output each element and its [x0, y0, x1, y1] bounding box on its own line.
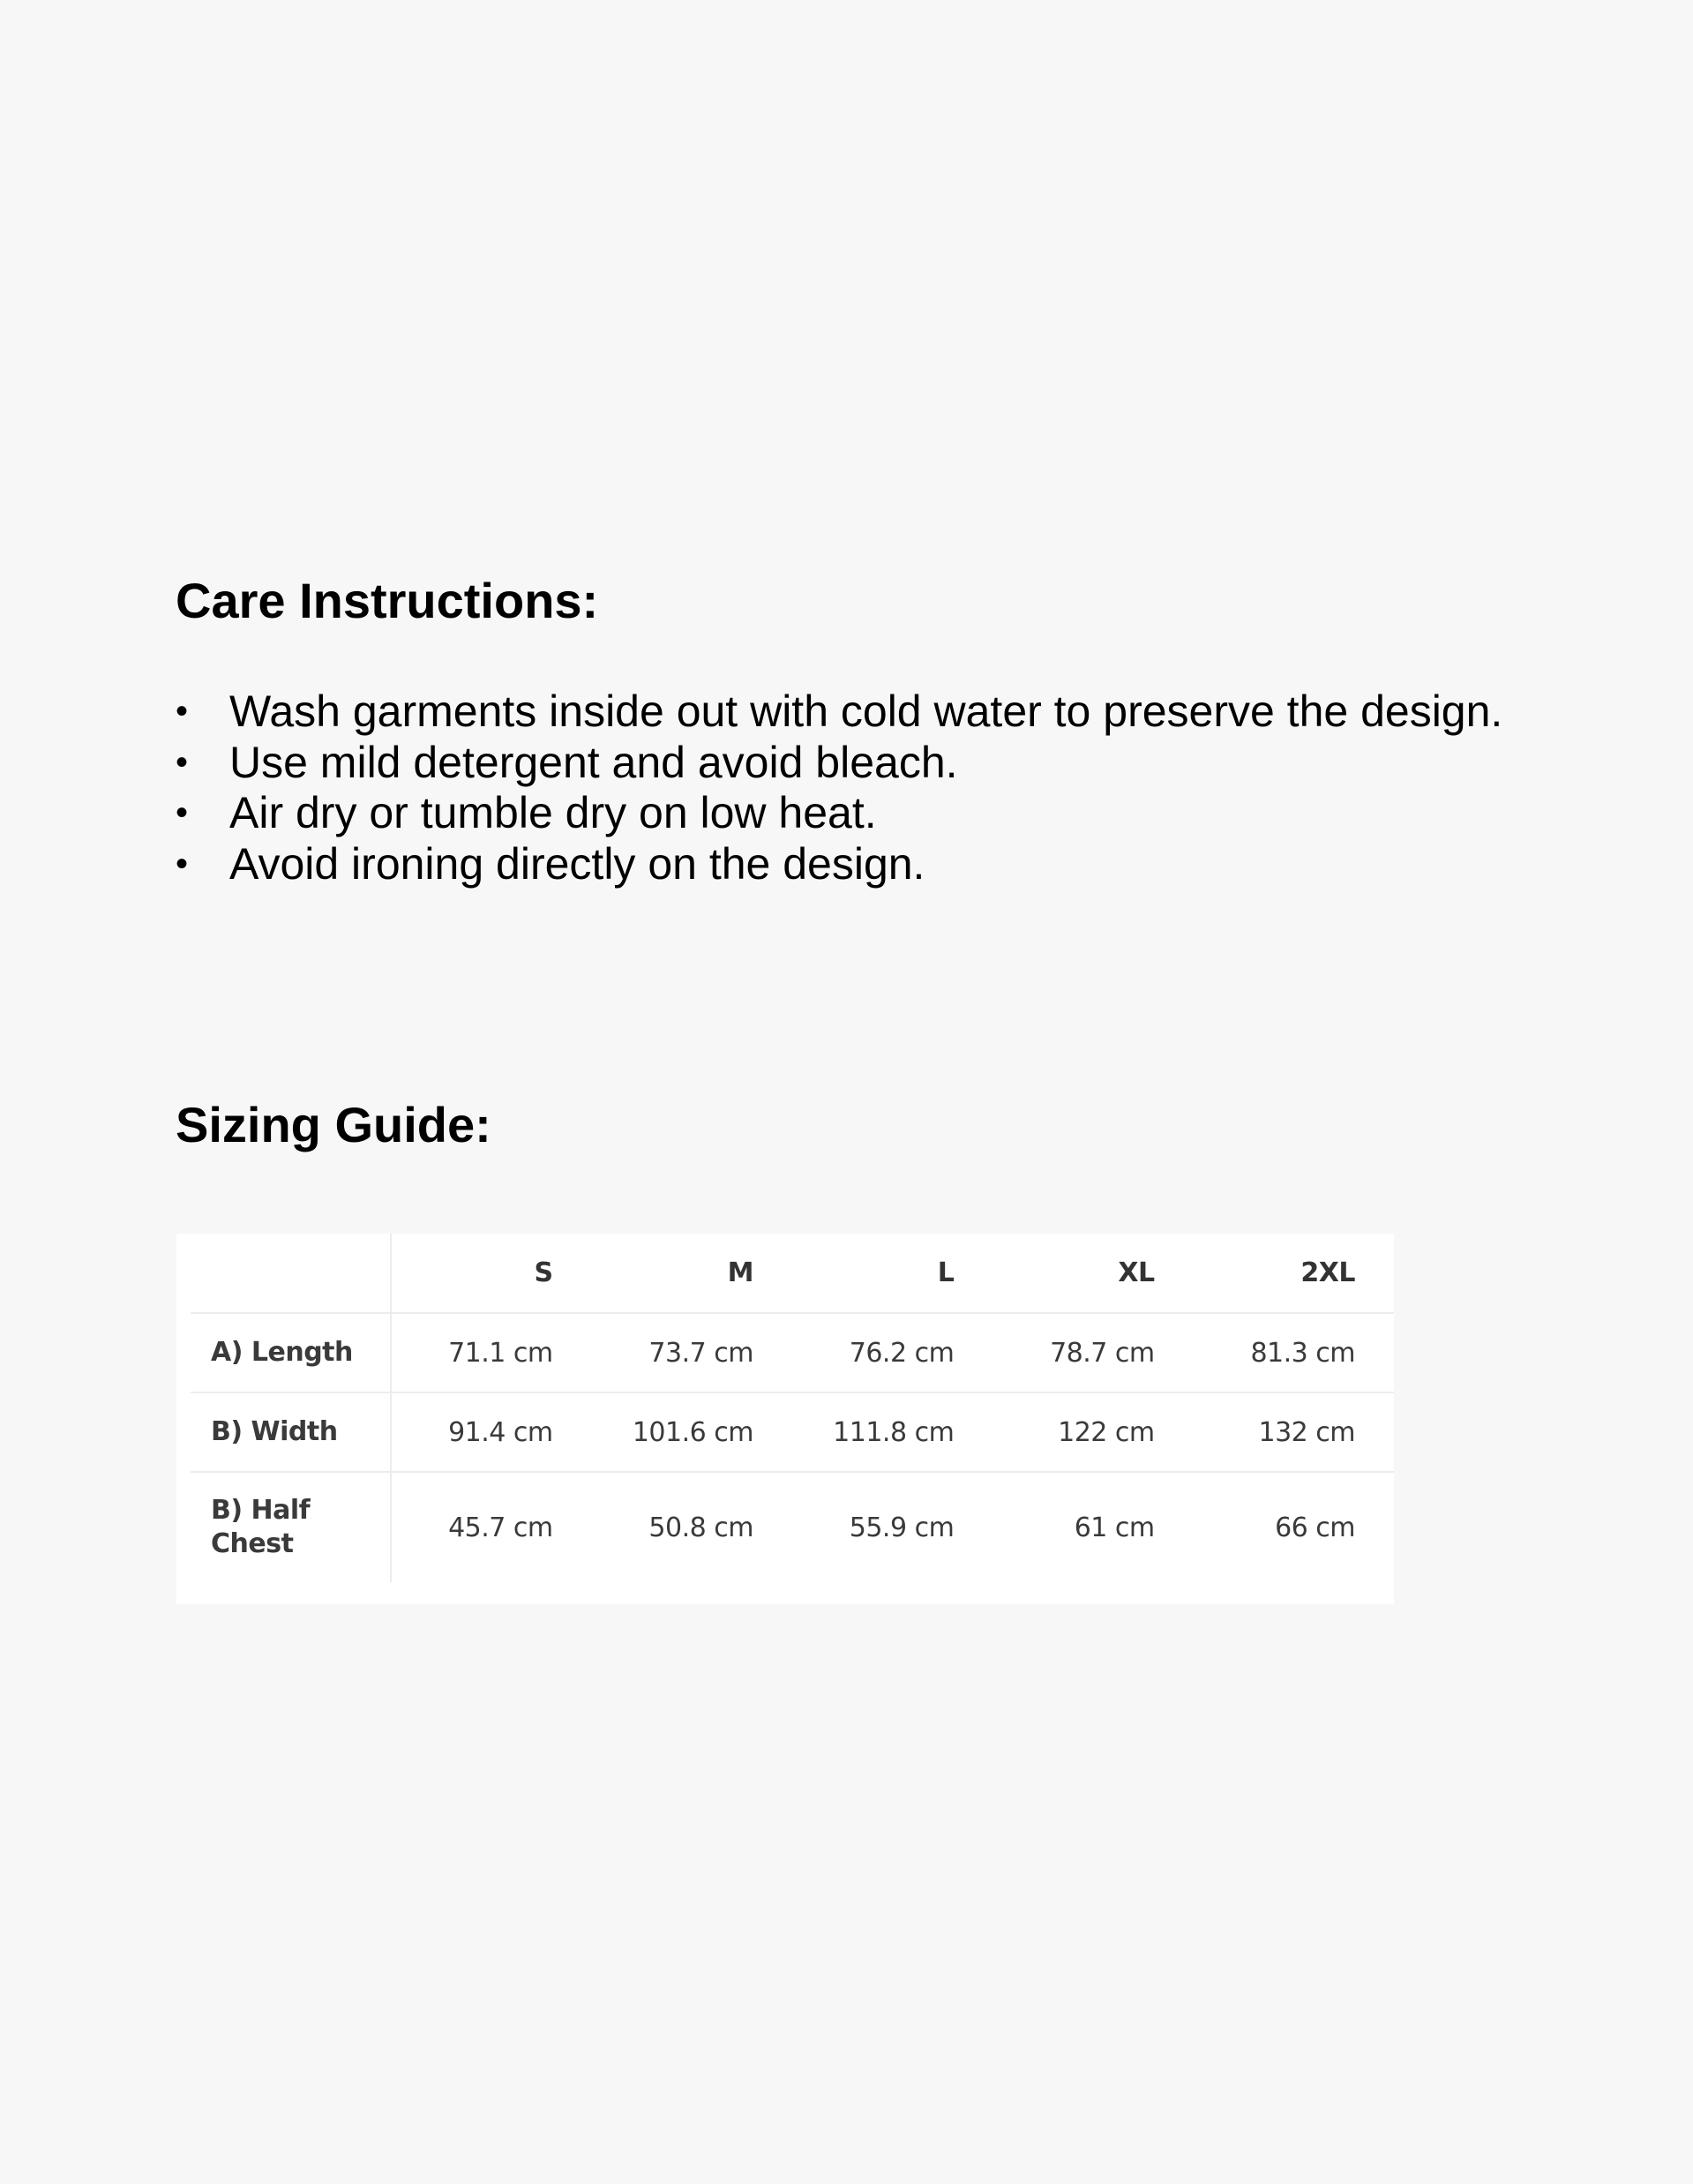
- sizing-table-image: [176, 1234, 1394, 1604]
- table-cell: 73.7 cm: [592, 1313, 792, 1392]
- table-cell: 132 cm: [1194, 1392, 1394, 1472]
- table-cell: 45.7 cm: [448, 1512, 553, 1543]
- column-header-s: S: [391, 1234, 591, 1313]
- bullet-icon: •: [176, 742, 189, 782]
- row-label-width: B) Width: [191, 1392, 391, 1472]
- table-cell: 101.6 cm: [592, 1392, 792, 1472]
- table-corner-cell: [191, 1234, 391, 1313]
- table-row: [191, 1392, 1394, 1472]
- care-instruction-item: [176, 788, 1502, 839]
- care-instruction-item: [176, 687, 1502, 738]
- row-label-half-chest: [191, 1472, 391, 1582]
- care-instruction-text: Wash garments inside out with cold water to preserve the design.: [229, 687, 1503, 736]
- sizing-guide-heading: Sizing Guide:: [176, 1097, 491, 1152]
- care-instruction-text: Avoid ironing directly on the design.: [229, 838, 925, 889]
- bullet-icon: •: [176, 692, 189, 731]
- care-instruction-item: [176, 839, 1502, 890]
- care-instructions-heading: Care Instructions:: [176, 573, 599, 628]
- care-instruction-text: Air dry or tumble dry on low heat.: [229, 788, 877, 837]
- row-label-length: A) Length: [191, 1313, 391, 1392]
- table-cell: 91.4 cm: [391, 1392, 591, 1472]
- table-cell: 71.1 cm: [391, 1313, 591, 1392]
- table-cell: 61 cm: [1074, 1512, 1155, 1543]
- table-cell: 122 cm: [993, 1392, 1193, 1472]
- sizing-table: [191, 1234, 1394, 1582]
- table-header-row: [191, 1234, 1394, 1313]
- column-header-2xl: 2XL: [1194, 1234, 1394, 1313]
- table-cell: 50.8 cm: [648, 1512, 753, 1543]
- table-row: [191, 1472, 1394, 1582]
- bullet-icon: •: [176, 793, 189, 832]
- table-cell: 55.9 cm: [849, 1512, 955, 1543]
- table-cell: 111.8 cm: [792, 1392, 993, 1472]
- row-label-text: B) Half Chest: [211, 1495, 311, 1559]
- table-cell: 66 cm: [1275, 1512, 1355, 1543]
- column-header-l: L: [792, 1234, 993, 1313]
- table-row: [191, 1313, 1394, 1392]
- table-cell: 76.2 cm: [792, 1313, 993, 1392]
- column-header-m: M: [592, 1234, 792, 1313]
- bullet-icon: •: [176, 844, 189, 883]
- table-cell: 81.3 cm: [1194, 1313, 1394, 1392]
- column-header-xl: XL: [993, 1234, 1193, 1313]
- care-instructions-list: [176, 687, 1502, 889]
- care-instruction-text: Use mild detergent and avoid bleach.: [229, 737, 958, 787]
- table-cell: 78.7 cm: [993, 1313, 1193, 1392]
- care-instruction-item: [176, 738, 1502, 789]
